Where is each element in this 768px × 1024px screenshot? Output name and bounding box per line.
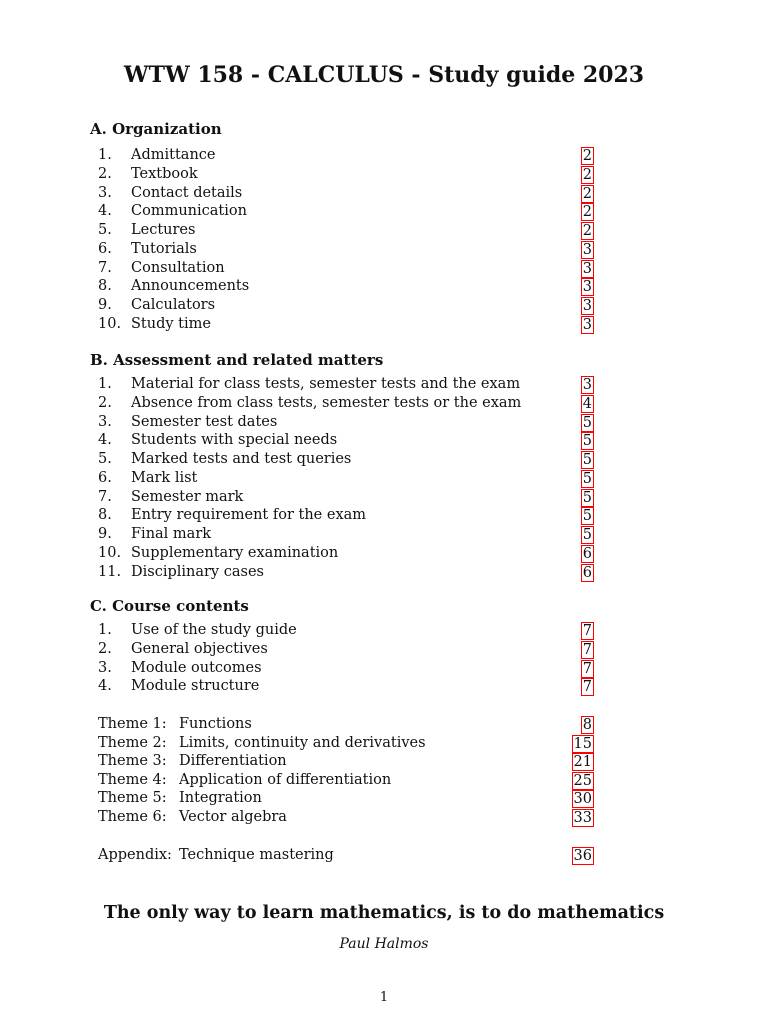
theme-title: Differentiation [179,753,287,770]
toc-row [0,278,768,297]
toc-list-organization [0,147,768,335]
toc-page-link[interactable]: 15 [573,735,592,752]
toc-item-number: 3. [98,184,112,201]
toc-row [0,641,768,660]
toc-item-title: Absence from class tests, semester tests or the exam [131,394,522,411]
toc-row [0,147,768,166]
toc-row [0,222,768,241]
toc-page-link[interactable]: 8 [582,717,592,733]
theme-label: Theme 2: [98,734,167,751]
toc-item-title: Contact details [131,184,243,201]
toc-item-title: Semester test dates [131,413,278,430]
toc-item-title: Disciplinary cases [131,563,264,580]
toc-page-link[interactable]: 2 [582,204,592,221]
toc-row [0,297,768,316]
toc-row [0,203,768,222]
toc-page-link[interactable]: 5 [582,508,592,525]
toc-item-title: Final mark [131,526,212,542]
toc-page-link[interactable]: 36 [573,848,592,864]
page-number: 1 [379,990,389,1005]
toc-page-link[interactable]: 5 [582,414,592,431]
section-heading-course-contents: C. Course contents [90,597,249,615]
toc-item-title: Study time [131,315,211,332]
theme-row [0,809,768,828]
toc-page-link[interactable]: 3 [582,316,592,333]
theme-title: Vector algebra [179,808,287,825]
toc-list-course-contents [0,622,768,697]
toc-item-title: Module outcomes [131,659,262,676]
toc-item-number: 10. [98,544,122,561]
toc-list-assessment [0,376,768,582]
toc-page-link[interactable]: 21 [573,754,592,771]
toc-page-link[interactable]: 5 [582,452,592,468]
toc-page-link[interactable]: 5 [582,470,592,487]
appendix-label: Appendix: [98,847,172,863]
toc-page-link[interactable]: 5 [582,489,592,506]
toc-item-number: 8. [98,278,112,295]
toc-item-title: Communication [131,203,247,220]
toc-page-link[interactable]: 2 [582,166,592,183]
toc-item-number: 8. [98,507,112,524]
theme-row [0,790,768,809]
section-heading-organization: A. Organization [90,120,222,138]
toc-item-title: Material for class tests, semester tests and the exam [131,376,521,392]
toc-row [0,260,768,279]
toc-item-number: 3. [98,659,112,676]
toc-item-title: Mark list [131,469,198,486]
toc-item-title: Supplementary examination [131,544,339,561]
toc-row [0,376,768,395]
toc-item-number: 3. [98,413,112,430]
theme-label: Theme 1: [98,716,167,732]
toc-row [0,678,768,697]
toc-item-number: 5. [98,222,112,238]
toc-item-number: 4. [98,678,112,695]
toc-page-link[interactable]: 3 [582,241,592,258]
theme-label: Theme 5: [98,790,167,807]
toc-row [0,660,768,679]
toc-item-number: 11. [98,563,122,580]
quote-author: Paul Halmos [339,936,429,952]
toc-page-link[interactable]: 5 [582,433,592,450]
toc-page-link[interactable]: 7 [582,660,592,677]
toc-item-number: 9. [98,297,112,313]
theme-title: Integration [179,790,262,807]
theme-row [0,735,768,754]
toc-item-number: 4. [98,432,112,449]
quote: The only way to learn mathematics, is to do mathematics [103,903,665,923]
toc-row [0,316,768,335]
theme-row [0,753,768,772]
toc-item-title: Admittance [131,147,216,163]
toc-row [0,545,768,564]
toc-item-number: 7. [98,488,112,505]
toc-row [0,470,768,489]
toc-row [0,564,768,583]
toc-item-number: 2. [98,640,112,657]
toc-item-number: 1. [98,376,112,392]
toc-row [0,166,768,185]
toc-item-title: General objectives [131,640,268,657]
theme-row [0,772,768,791]
section-heading-assessment: B. Assessment and related matters [90,351,384,369]
toc-row [0,432,768,451]
theme-title: Application of differentiation [179,771,392,788]
toc-row [0,526,768,545]
toc-item-title: Tutorials [131,240,197,257]
page-title: WTW 158 - CALCULUS - Study guide 2023 [123,62,645,88]
toc-row [0,507,768,526]
toc-item-number: 10. [98,315,122,332]
theme-label: Theme 3: [98,753,167,770]
toc-page-link[interactable]: 6 [582,545,592,562]
toc-page-link[interactable]: 7 [582,679,592,696]
toc-row [0,241,768,260]
toc-page-link[interactable]: 3 [582,298,592,314]
toc-page-link[interactable]: 3 [582,377,592,393]
toc-row [0,395,768,414]
toc-page-link[interactable]: 33 [573,809,592,826]
toc-row [0,185,768,204]
appendix-row [0,847,768,866]
toc-item-title: Module structure [131,678,260,695]
toc-page-link[interactable]: 5 [582,527,592,543]
toc-page-link[interactable]: 30 [573,791,592,808]
theme-label: Theme 6: [98,808,167,825]
toc-page-link[interactable]: 4 [582,395,592,412]
theme-list [0,716,768,828]
toc-page-link[interactable]: 7 [582,623,592,639]
toc-item-number: 5. [98,451,112,467]
toc-item-title: Marked tests and test queries [131,451,352,467]
toc-row [0,489,768,508]
toc-page-link[interactable]: 2 [582,148,592,164]
appendix-title: Technique mastering [179,847,334,863]
toc-page-link[interactable]: 2 [582,185,592,202]
toc-item-title: Lectures [131,222,196,238]
theme-title: Limits, continuity and derivatives [179,734,426,751]
toc-item-title: Textbook [131,165,198,182]
toc-item-title: Announcements [131,278,250,295]
toc-item-number: 4. [98,203,112,220]
toc-item-title: Consultation [131,259,225,276]
toc-row [0,451,768,470]
theme-title: Functions [179,716,252,732]
toc-item-number: 1. [98,147,112,163]
toc-item-number: 2. [98,394,112,411]
toc-item-title: Calculators [131,297,216,313]
toc-item-number: 7. [98,259,112,276]
theme-row [0,716,768,735]
toc-item-number: 6. [98,240,112,257]
toc-row [0,622,768,641]
toc-item-number: 9. [98,526,112,542]
toc-item-title: Use of the study guide [131,622,297,638]
theme-label: Theme 4: [98,771,167,788]
toc-page-link[interactable]: 3 [582,260,592,277]
toc-page-link[interactable]: 6 [582,564,592,581]
toc-page-link[interactable]: 2 [582,223,592,239]
toc-item-number: 2. [98,165,112,182]
toc-page-link[interactable]: 25 [573,772,592,789]
toc-item-title: Semester mark [131,488,244,505]
toc-item-title: Entry requirement for the exam [131,507,367,524]
toc-page-link[interactable]: 7 [582,641,592,658]
toc-row [0,414,768,433]
toc-item-number: 1. [98,622,112,638]
toc-page-link[interactable]: 3 [582,279,592,296]
toc-item-title: Students with special needs [131,432,338,449]
toc-item-number: 6. [98,469,112,486]
